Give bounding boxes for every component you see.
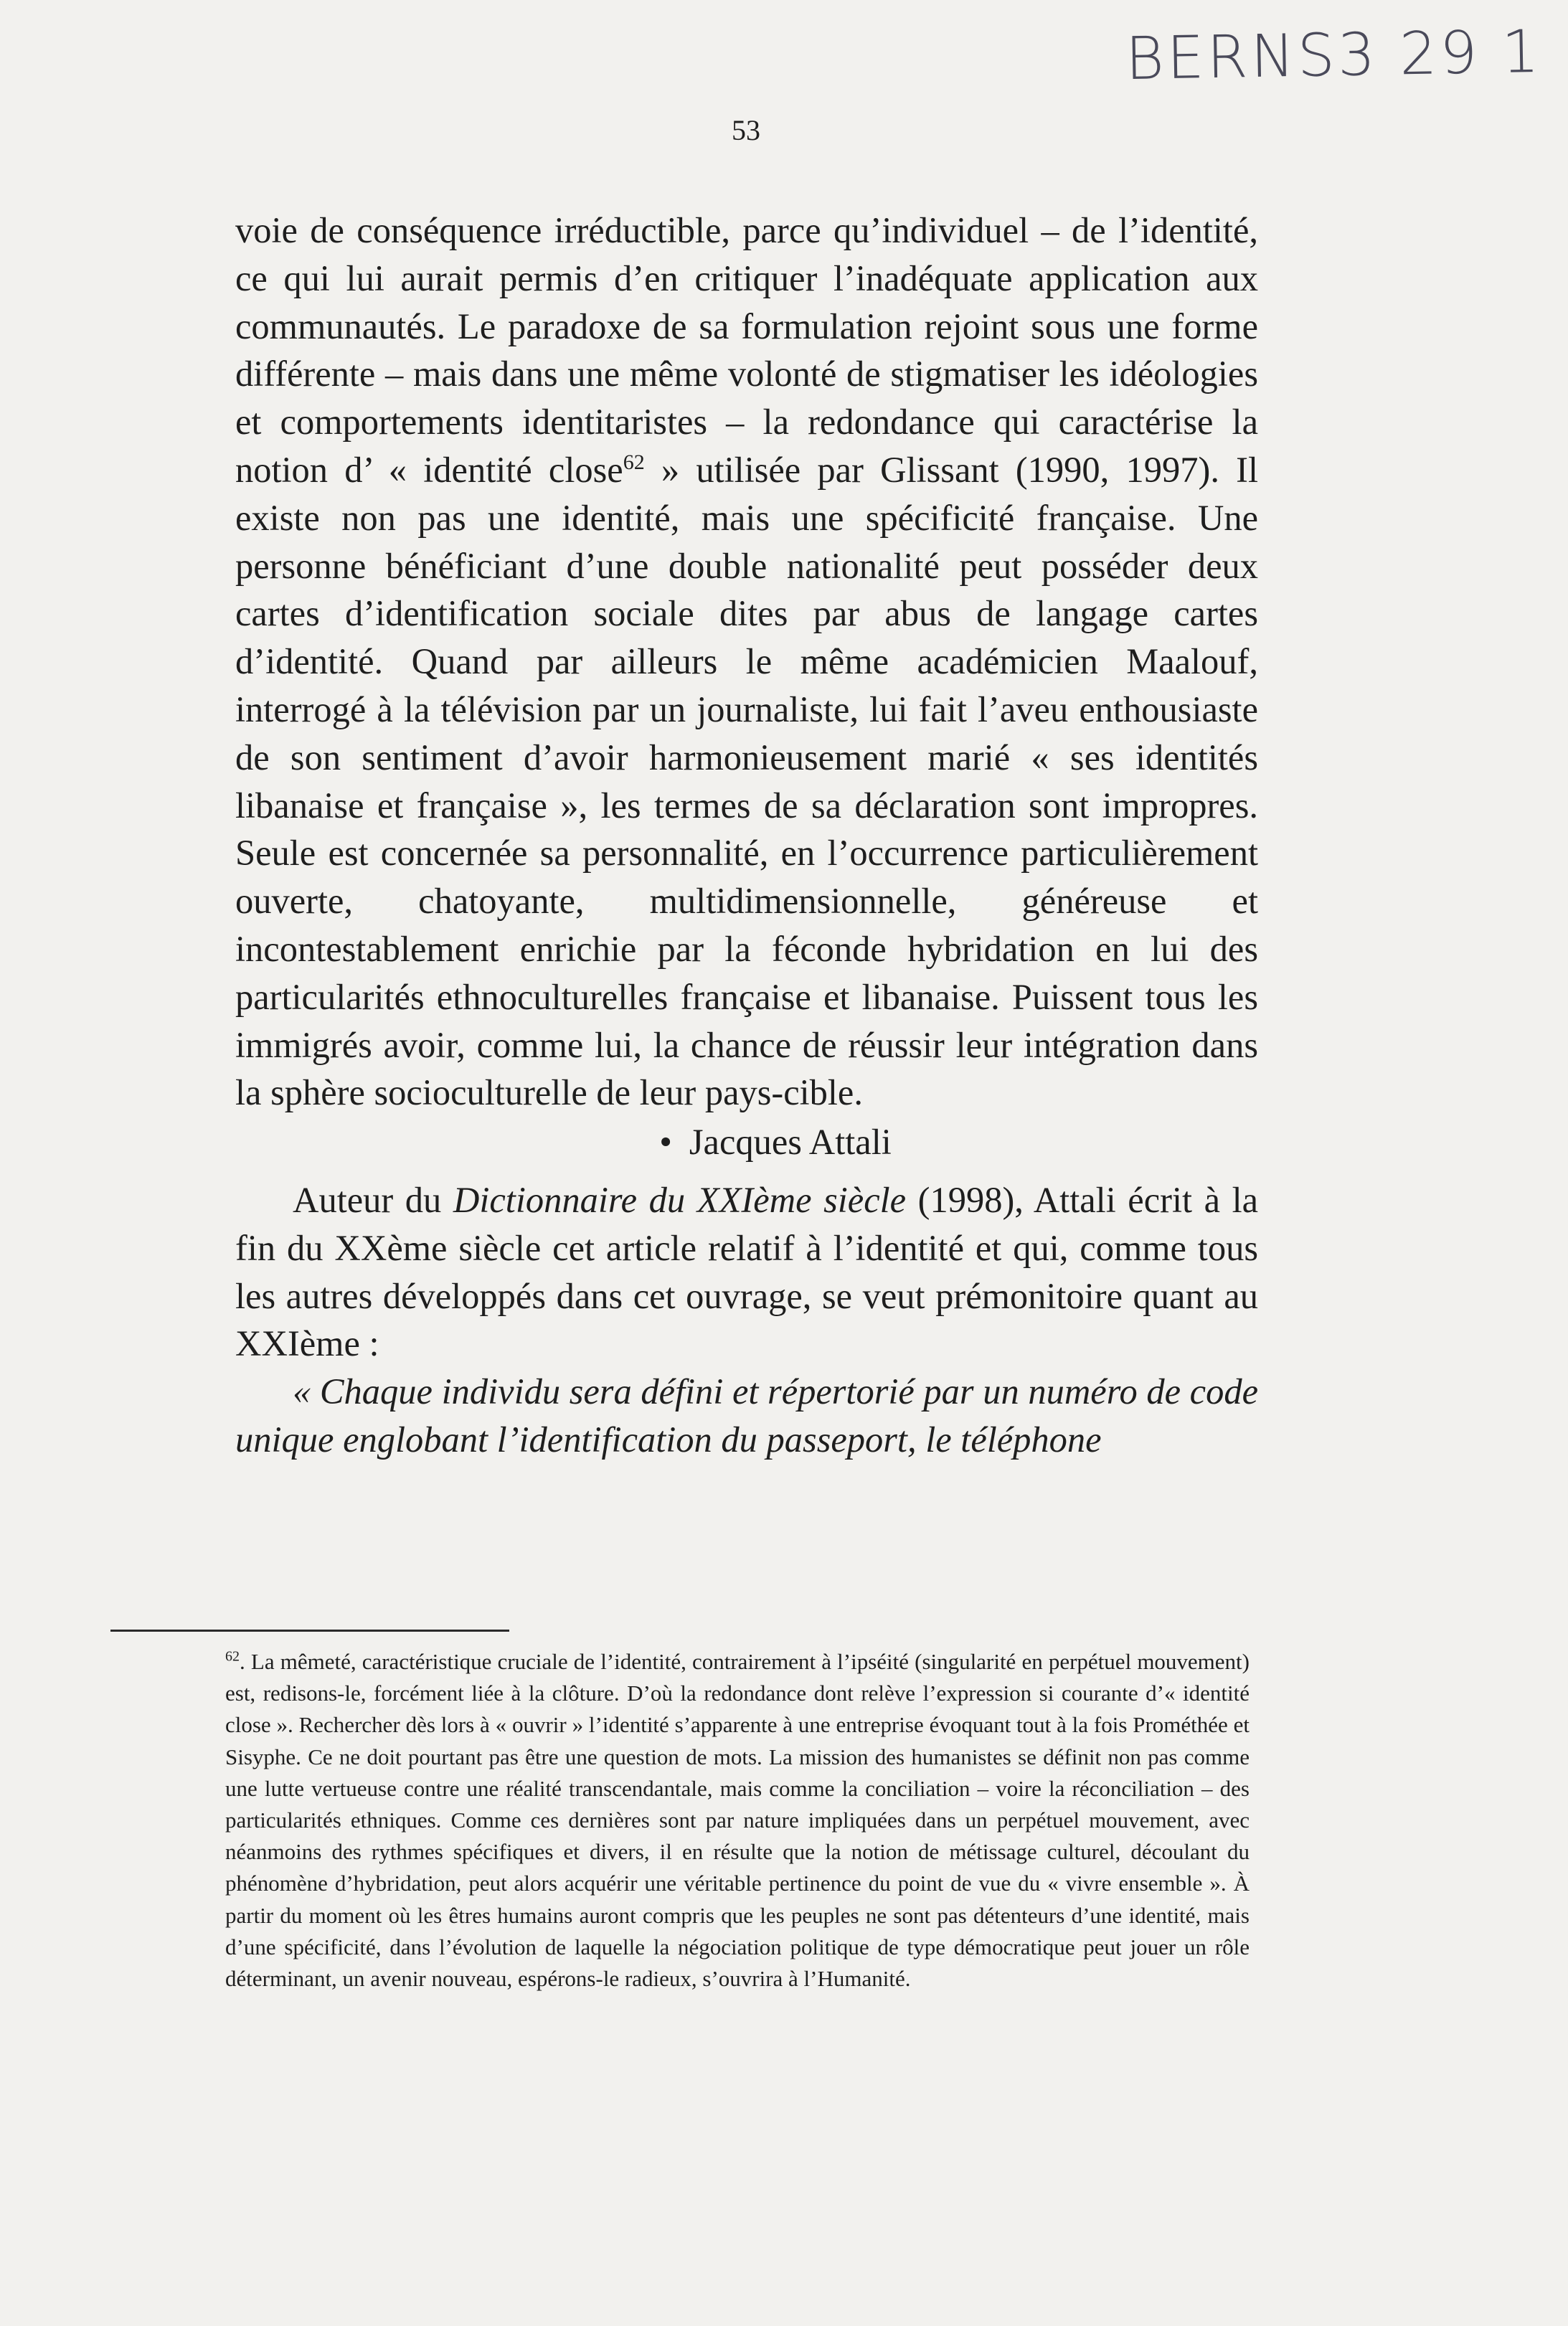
book-title: Dictionnaire du XXIème siècle — [453, 1179, 907, 1220]
paragraph-text: » utilisée par Glissant (1990, 1997). Il existe non pas une identité, mais une spécificité française. Une personne bénéficiant d’une double nationalité peut posséder deux cartes d’identification sociale dites par abus de langage cartes d’identité. Quand par ailleurs le même académicien Maalouf, interrogé à la télévision par un journaliste, lui fait l’aveu enthousiaste de son sentiment d’avoir harmonieusement marié « ses identités libanaise et française », les termes de sa déclaration sont impropres. Seule est concernée sa personnalité, en l’occurrence particulièrement ouverte, chatoyante, multidimensionnelle, généreuse et incontestablement enrichie par la féconde hybridation en lui des particularités ethnoculturelles française et libanaise. Puissent tous les immigrés avoir, comme lui, la chance de réussir leur intégration dans la sphère socioculturelle de leur pays-cible. — [235, 449, 1258, 1113]
footnote — [225, 1646, 1250, 1995]
paragraph-text: (1998), Attali écrit à la fin du XXème siècle cet article relatif à l’identité et qui, comme tous les autres développés dans cet ouvrage, se veut prémonitoire quant au XXIème : — [235, 1179, 1259, 1364]
block-quote: « Chaque individu sera défini et répertorié par un numéro de code unique englobant l’identification du passeport, le téléphone — [235, 1371, 1258, 1460]
footnote-text: . La mêmeté, caractéristique cruciale de l’identité, contrairement à l’ipséité (singularité en perpétuel mouvement) est, redisons-le, forcément liée à la clôture. D’où la redondance dont relève l’expression si courante d’« identité close ». Rechercher dès lors à « ouvrir » l’identité s’apparente à une entreprise évoquant tout à la fois Prométhée et Sisyphe. Ce ne doit pourtant pas être une question de mots. La mission des humanistes se définit non pas comme une lutte vertueuse contre une réalité transcendantale, mais comme la conciliation – voire la réconciliation – des particularités ethniques. Comme ces dernières sont par nature impliquées dans un perpétuel mouvement, avec néanmoins des rythmes spécifiques et divers, il en résulte que la notion de métissage culturel, découlant du phénomène d’hybridation, peut alors acquérir une véritable pertinence du point de vue du « vivre ensemble ». À partir du moment où les êtres humains auront compris que les peuples ne sont pas détenteurs d’une identité, mais d’une spécificité, dans l’évolution de laquelle la négociation politique de type démocratique peut jouer un rôle déterminant, un avenir nouveau, espérons-le radieux, s’ouvrira à l’Humanité. — [225, 1649, 1250, 1992]
handwritten-annotation: BERNS3 29 1 — [1125, 17, 1543, 94]
main-text — [235, 207, 1258, 1464]
footnote-paragraph — [225, 1646, 1250, 1995]
section-heading — [235, 1118, 1258, 1166]
paragraph-text: Auteur du — [293, 1179, 453, 1220]
footnote-divider — [110, 1630, 509, 1632]
section-heading-text: Jacques Attali — [689, 1122, 892, 1163]
paragraph-text: voie de conséquence irréductible, parce qu’individuel – de l’identité, ce qui lui aurait permis d’en critiquer l’inadéquate application aux communautés. Le paradoxe de sa formulation rejoint sous une forme différente – mais dans une même volonté de stigmatiser les idéologies et comportements identitaristes – la redondance qui caractérise la notion d’ « identité close — [235, 210, 1258, 490]
paragraph — [235, 1176, 1258, 1368]
footnote-reference: 62 — [623, 450, 645, 475]
bullet-icon: • — [659, 1122, 672, 1163]
footnote-number: 62 — [225, 1648, 240, 1665]
page-number: 53 — [732, 114, 760, 146]
paragraph — [235, 207, 1258, 1117]
